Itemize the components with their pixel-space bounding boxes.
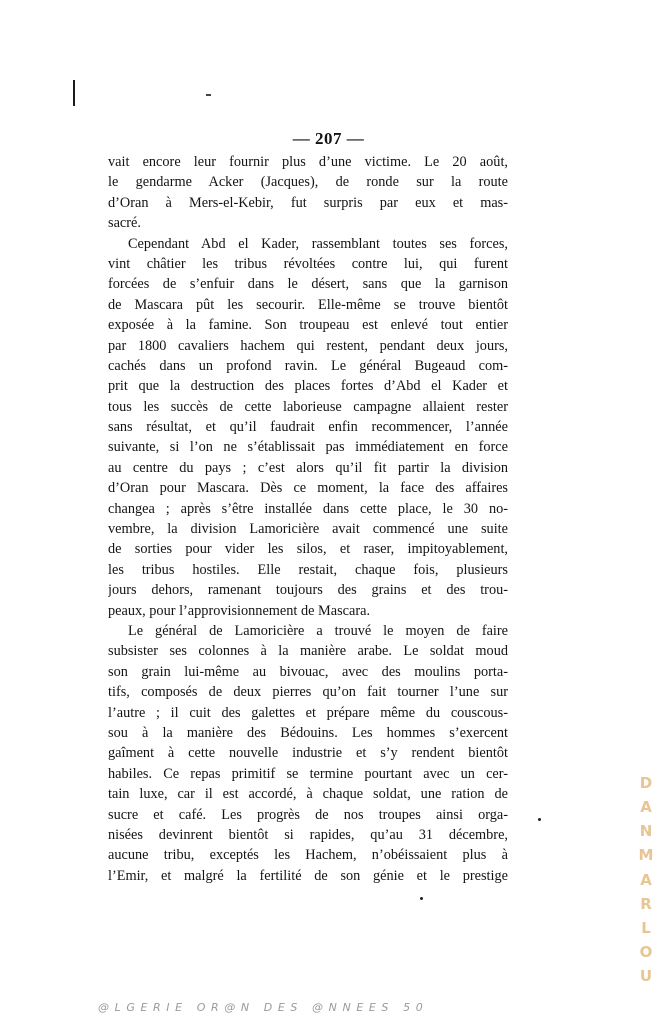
page-number: — 207 — [292,129,365,148]
text-line: son grain lui-même au bivouac, avec des moulins porta- [108,663,508,680]
text-line: les tribus hostiles. Elle restait, chaque fois, plusieurs [108,561,508,578]
text-line: d’Oran pour Mascara. Dès ce moment, la face des affaires [108,480,508,497]
watermark-letter: A [640,870,652,889]
text-line: exposée à la famine. Son troupeau est enlevé tout entier [108,317,508,334]
text-line: d’Oran à Mers-el-Kebir, fut surpris par eux et mas- [108,194,508,211]
text-line: habiles. Ce repas primitif se termine pourtant avec un cer- [108,765,508,782]
text-line: subsister ses colonnes à la manière arabe. Le soldat moud [108,643,508,660]
text-line: gaîment à cette nouvelle industrie et s’y rendent bientôt [108,745,508,762]
text-line: suivante, si l’on ne s’établissait pas immédiatement en force [108,439,508,456]
text-line: sacré. [108,215,141,232]
text-line: peaux, pour l’approvisionnement de Mascara. [108,602,371,619]
text-line: Cependant Abd el Kader, rassemblant toutes ses forces, [128,235,508,252]
text-line: vait encore leur fournir plus d’une victime. Le 20 août, [108,154,508,170]
text-line: sucre et café. Les progrès de nos troupes ainsi orga- [108,806,508,823]
text-line: par 1800 cavaliers hachem qui restent, pendant deux jours, [108,337,508,354]
watermark-letter: L [641,918,651,937]
vertical-watermark [636,776,656,984]
watermark-letter: U [639,967,653,985]
text-line: aucune tribu, exceptés les Hachem, n’obéissaient plus à [108,847,508,864]
body-text [108,152,508,886]
text-line: nisées devinrent bientôt si rapides, qu’au 31 décembre, [108,826,508,843]
watermark-letter: R [640,894,652,913]
text-line: tifs, composés de deux pierres qu’on fait tourner l’une sur [108,684,508,701]
text-line: sou à la manière des Bédouins. Les hommes s’exercent [108,724,508,741]
watermark-letter: O [639,942,653,961]
text-line: Le général de Lamoricière a trouvé le moyen de faire [128,622,508,639]
text-line: au centre du pays ; c’est alors qu’il fit partir la division [108,459,508,476]
watermark-letter: D [639,774,653,792]
scan-margin-mark [73,80,75,106]
text-line: vembre, la division Lamoricière avait commencé une suite [108,521,508,538]
text-line: tous les succès de cette laborieuse campagne allaient rester [108,398,508,415]
text-line: cachés dans un profond ravin. Le général Bugeaud com- [108,357,508,374]
text-line: changea ; après s’être installée dans cette place, le 30 no- [108,500,508,517]
scan-speck [206,94,211,96]
text-line: forcées de s’enfuir dans le désert, sans que la garnison [108,276,508,293]
stray-dot [420,897,423,900]
text-line: sans résultat, et qu’il faudrait enfin recommencer, l’année [108,419,508,436]
footer-caption: @LGERIE OR@N DES @NNEES 50 [98,1001,429,1014]
text-line: jours dehors, ramenant toujours des grains et des trou- [108,582,508,599]
text-line: de Mascara pût les secourir. Elle-même se trouve bientôt [108,296,508,313]
text-line: de sorties pour vider les silos, et raser, impitoyablement, [108,541,508,558]
text-line: prit que la destruction des places fortes d’Abd el Kader et [108,378,508,395]
watermark-letter: A [640,798,652,817]
watermark-letter: M [638,846,654,865]
text-line: l’autre ; il cuit des galettes et prépare même du couscous- [108,704,508,721]
text-line: le gendarme Acker (Jacques), de ronde sur la route [108,174,508,191]
stray-dot [538,818,541,821]
text-line: vint châtier les tribus révoltées contre lui, qui furent [108,255,508,272]
text-line: tain luxe, car il est accordé, à chaque soldat, une ration de [108,786,508,803]
watermark-letter: N [639,822,653,841]
text-line: l’Emir, et malgré la fertilité de son génie et le prestige [108,867,508,884]
